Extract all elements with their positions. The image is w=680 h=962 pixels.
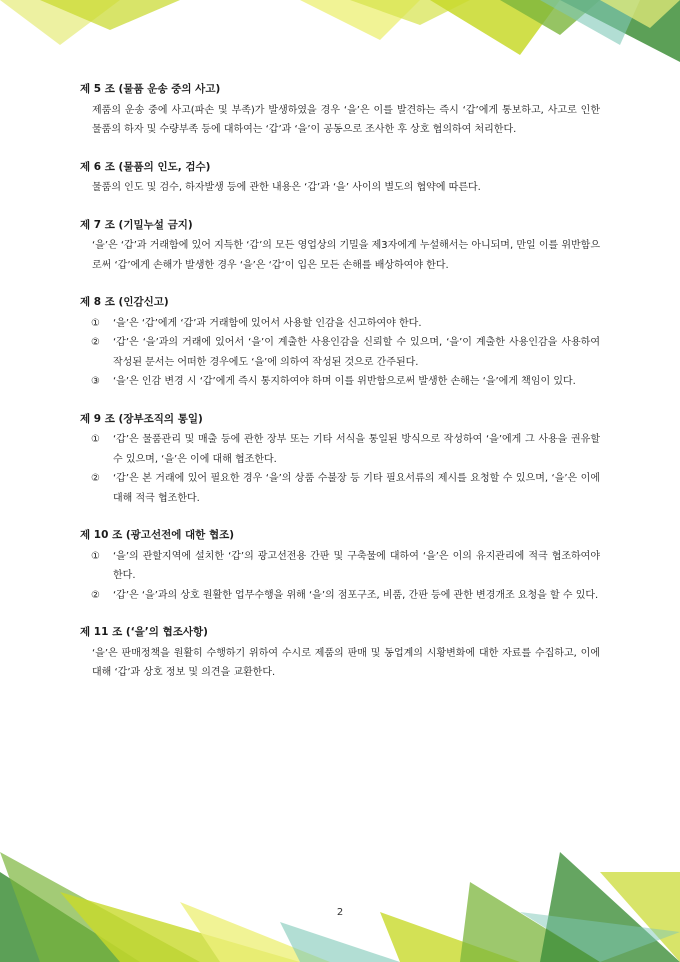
clause-item: [80, 333, 600, 372]
article-paragraph: 물품의 인도 및 검수, 하자발생 등에 관한 내용은 ‘갑’과 ‘을’ 사이의 별도의 협약에 따른다.: [92, 182, 481, 193]
article-paragraph: 제품의 운송 중에 사고(파손 및 부족)가 발생하였을 경우 ‘을’은 이를 발견하는 즉시 ‘갑’에게 통보하고, 사고로 인한 물품의 하자 및 수량부족 등에 대하여는 ‘갑’과 ‘을’이 공동으로 조사한 후 상호 협의하여 처리한다.: [92, 104, 600, 135]
article-8: [80, 293, 600, 392]
article-title: 제 9 조 (장부조직의 통일): [80, 412, 203, 425]
clause-number: ②: [91, 337, 100, 348]
clause-number: ②: [91, 473, 100, 484]
clause-number: ①: [91, 550, 100, 562]
bottom-decoration: [0, 852, 680, 962]
article-title: 제 10 조 (광고선전에 대한 협조): [80, 529, 235, 541]
clause-item: [80, 372, 600, 392]
clause-text: ‘을’은 인감 변경 시 ‘갑’에게 즉시 통지하여야 하며 이를 위반함으로써 발생한 손해는 ‘을’에게 책임이 있다.: [113, 376, 576, 387]
article-7: [80, 216, 600, 276]
clause-text: ‘갑’은 ‘을’과의 상호 원활한 업무수행을 위해 ‘을’의 점포구조, 비품, 간판 등에 관한 변경개조 요청을 할 수 있다.: [113, 589, 599, 601]
top-decoration: [0, 0, 680, 62]
article-title: 제 8 조 (인감신고): [80, 296, 169, 308]
clause-item: [80, 586, 600, 606]
clause-number: ②: [91, 589, 100, 601]
clause-text: ‘갑’은 ‘을’과의 거래에 있어서 ‘을’이 계출한 사용인감을 신뢰할 수 있으며, ‘을’이 계출한 사용인감을 사용하여 작성된 문서는 어떠한 경우에도 ‘을’에 의하여 작성된 것으로 간주된다.: [113, 337, 600, 368]
clause-text: ‘을’의 관할지역에 설치한 ‘갑’의 광고선전용 간판 및 구축물에 대하여 ‘을’은 이의 유지관리에 적극 협조하여야 한다.: [113, 550, 600, 581]
clause-text: ‘을’은 ‘갑’에게 ‘갑’과 거래함에 있어서 사용할 인감을 신고하여야 한다.: [113, 317, 422, 329]
article-10: [80, 526, 600, 605]
article-paragraph: ‘을’은 ‘갑’과 거래함에 있어 지득한 ‘갑’의 모든 영업상의 기밀을 제3자에게 누설해서는 아니되며, 만일 이를 위반함으로써 ‘갑’에게 손해가 발생한 경우 ‘을’은 ‘갑’이 입은 모든 손해를 배상하여야 한다.: [92, 240, 600, 271]
article-title: 제 5 조 (물품 운송 중의 사고): [80, 83, 221, 95]
clause-item: [80, 469, 600, 508]
clause-item: [80, 314, 600, 334]
clause-number: ①: [91, 317, 100, 329]
clause-item: [80, 547, 600, 586]
article-11: [80, 623, 600, 683]
contract-body: [80, 80, 600, 701]
article-title: 제 7 조 (기밀누설 금지): [80, 218, 193, 231]
article-9: [80, 410, 600, 509]
article-paragraph: ‘을’은 판매정책을 원활히 수행하기 위하여 수시로 제품의 판매 및 동업계의 시황변화에 대한 자료를 수집하고, 이에 대해 ‘갑’과 상호 정보 및 의견을 교환한다.: [92, 647, 600, 678]
clause-text: ‘갑’은 물품관리 및 매출 등에 관한 장부 또는 기타 서식을 통일된 방식으로 작성하여 ‘을’에게 그 사용을 권유할 수 있으며, ‘을’은 이에 대해 협조한다.: [113, 434, 600, 465]
clause-number: ①: [91, 434, 100, 445]
article-title: 제 6 조 (물품의 인도, 검수): [80, 160, 211, 173]
page-number: 2: [336, 907, 344, 918]
article-5: [80, 80, 600, 140]
clause-number: ③: [91, 376, 100, 387]
clause-text: ‘갑’은 본 거래에 있어 필요한 경우 ‘을’의 상품 수불장 등 기타 필요서류의 제시를 요청할 수 있으며, ‘을’은 이에 대해 적극 협조한다.: [113, 473, 600, 504]
clause-item: [80, 430, 600, 469]
article-6: [80, 158, 600, 198]
article-title: 제 11 조 (‘을’의 협조사항): [80, 626, 208, 638]
